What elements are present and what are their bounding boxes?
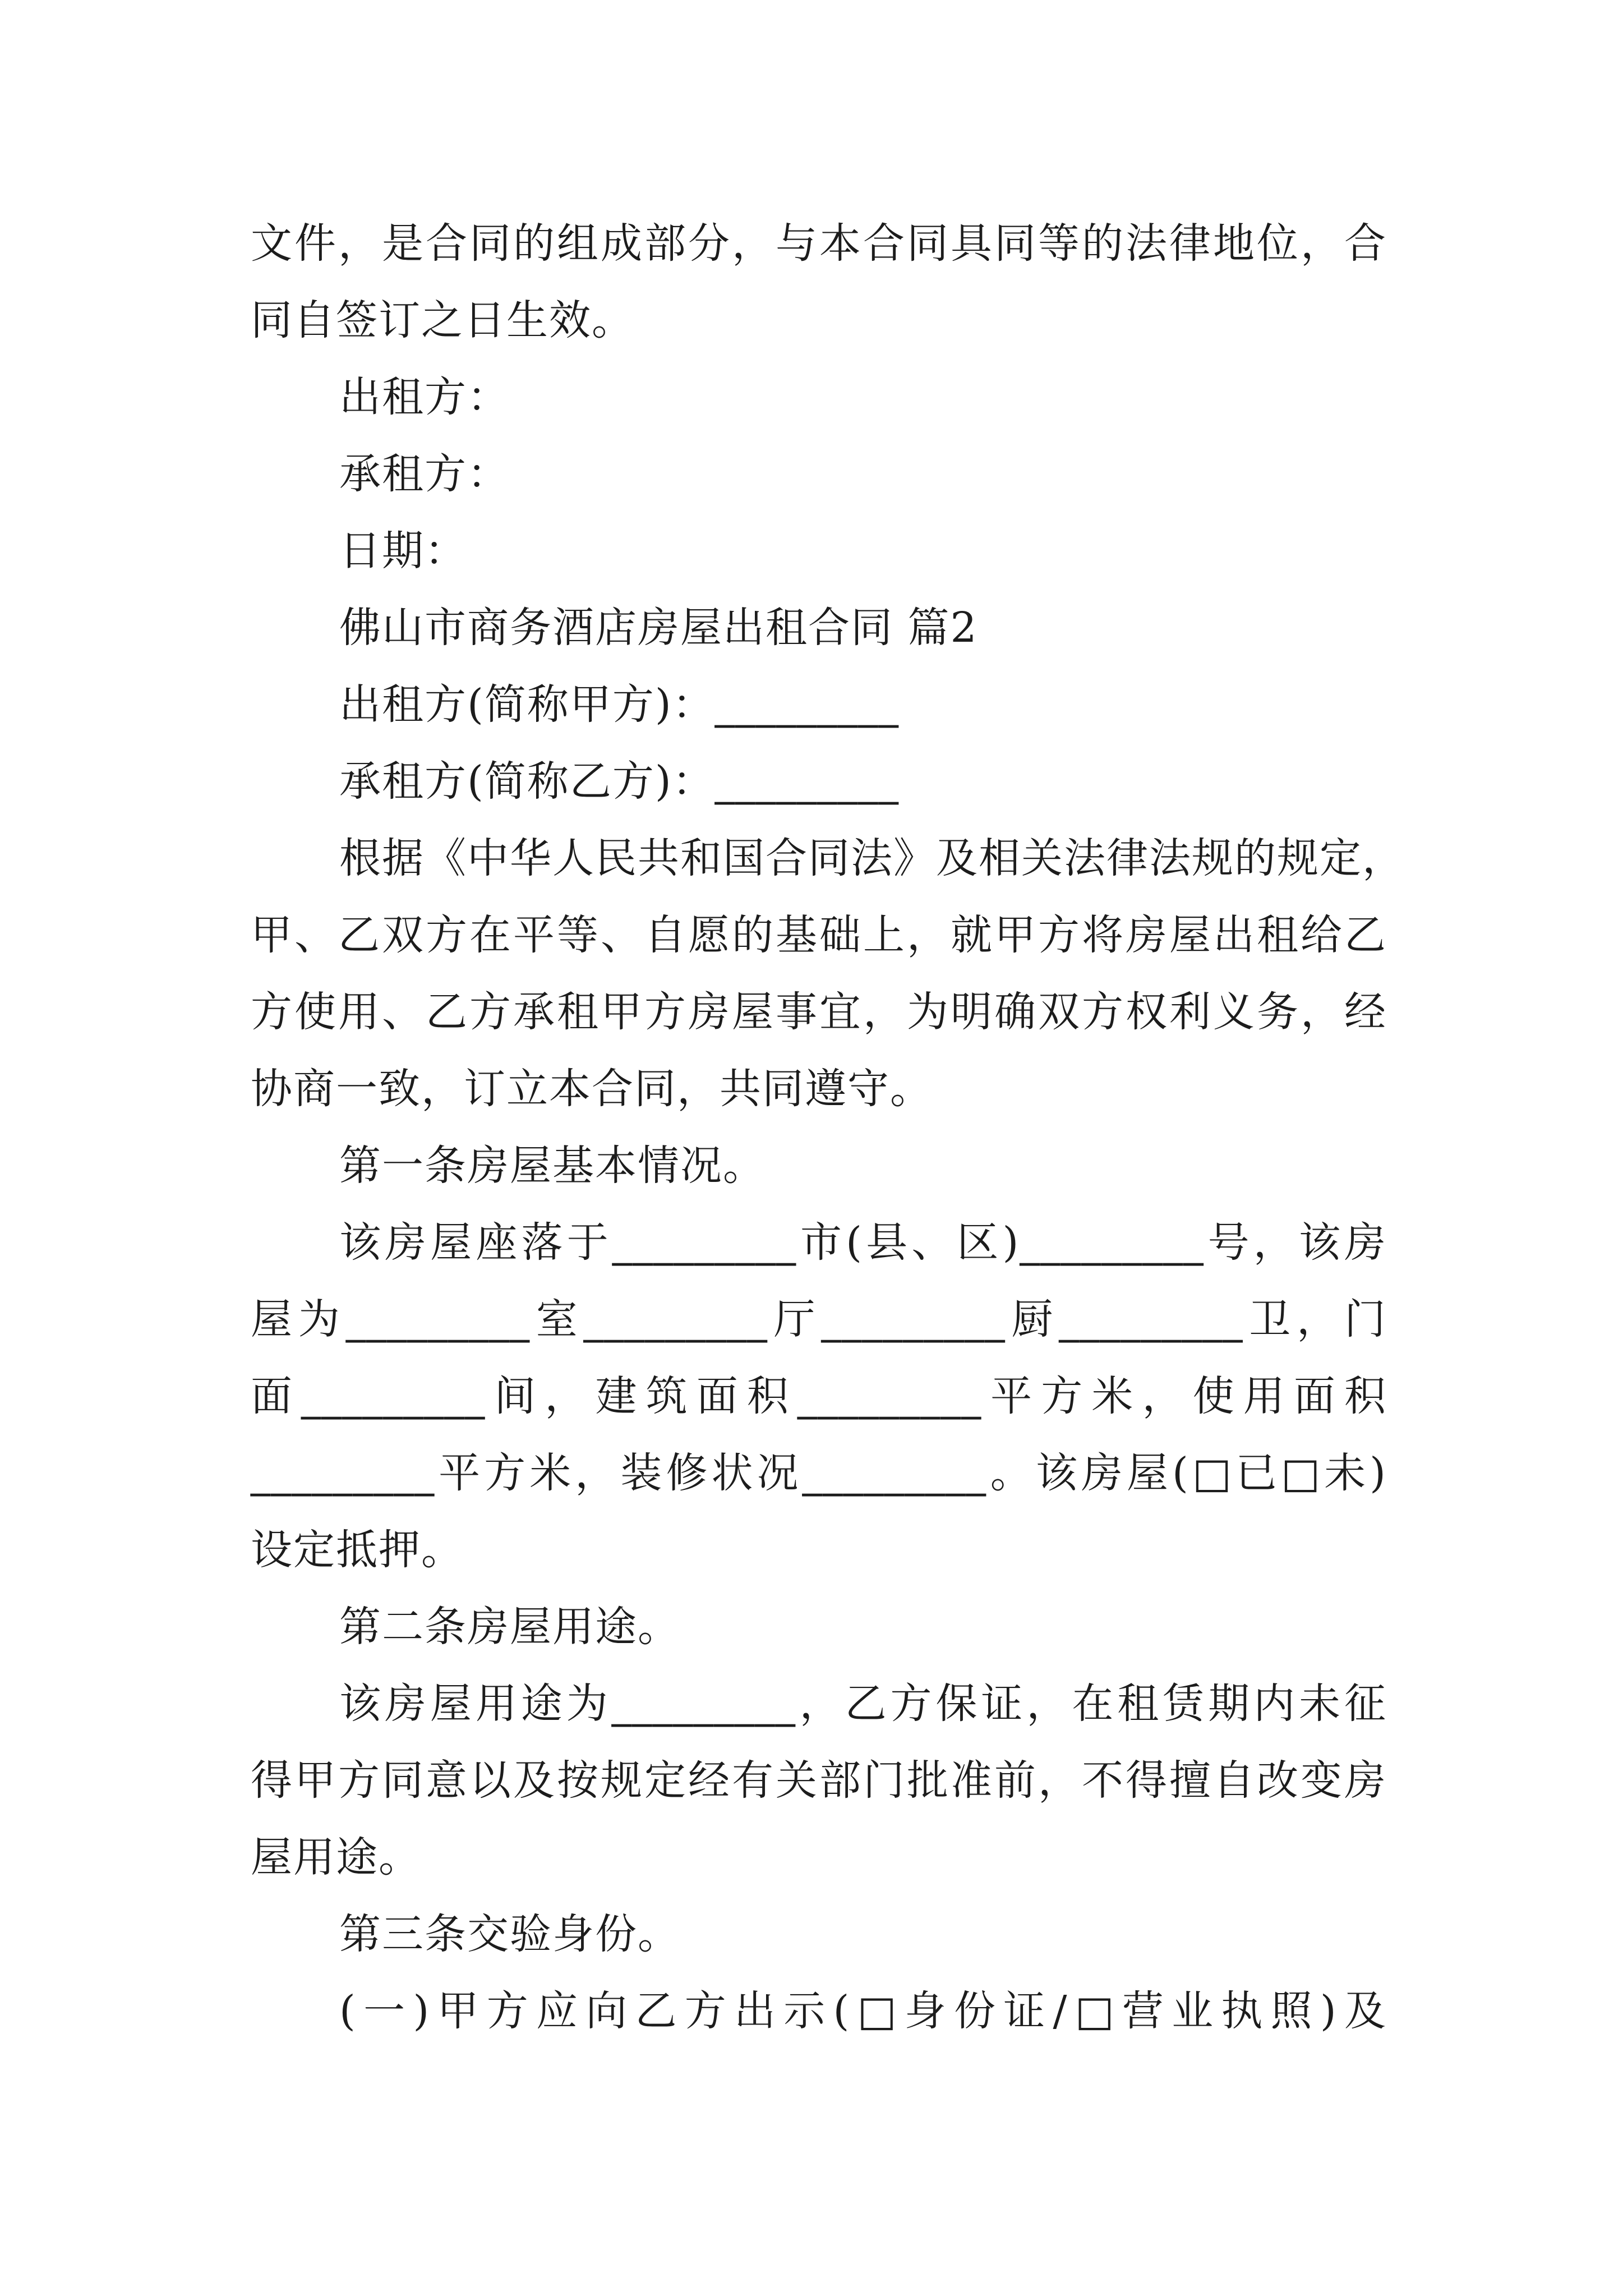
text-line [251,1204,1387,1281]
text-line [251,1281,1387,1358]
line-text: 间，建筑面积 [486,1372,797,1420]
line-text: (一)甲方应向乙方出示(□身份证/□营业执照)及 [339,1987,1387,2035]
text-line [251,1051,1387,1128]
fill-in-blank: _________ [301,1374,486,1420]
line-text: 屋为 [251,1295,346,1343]
text-line [251,1665,1387,1742]
line-text: 设定抵押。 [251,1526,464,1574]
line-text: 。该房屋(□已□未) [987,1449,1387,1497]
text-line [251,1742,1387,1819]
section-heading [251,590,1387,666]
text-line [251,1819,1387,1896]
line-text: 室 [531,1295,584,1343]
document-body [251,205,1405,2050]
line-text: 出租方： [339,373,510,421]
line-text: 该房屋座落于 [339,1218,612,1267]
signature-lessee-line [251,436,1387,513]
text-line [251,205,1387,282]
article-heading [251,1896,1387,1973]
line-text: 面 [251,1372,302,1420]
text-line [251,1358,1387,1435]
line-text: 同自签订之日生效。 [251,296,634,344]
fill-in-blank: _________ [611,1681,796,1727]
line-text: 第二条房屋用途。 [339,1603,680,1651]
line-text: 号，该房 [1205,1218,1387,1267]
line-text: 文件，是合同的组成部分，与本合同具同等的法律地位，合 [251,219,1387,268]
line-text: 佛山市商务酒店房屋出租合同 篇2 [339,604,978,652]
line-text: 得甲方同意以及按规定经有关部门批准前，不得擅自改变房 [251,1756,1387,1805]
line-text: 市(县、区) [797,1218,1020,1267]
line-text: 承租方(简称乙方)： [339,757,715,806]
article-heading [251,1128,1387,1204]
text-line [251,974,1387,1051]
fill-in-blank: _________ [1020,1220,1204,1266]
fill-in-blank: _________ [345,1297,531,1343]
fill-in-blank: _________ [1059,1297,1243,1343]
text-line [251,1512,1387,1589]
line-text: 屋用途。 [251,1833,421,1881]
article-heading [251,1589,1387,1665]
fill-in-blank: _________ [797,1374,982,1420]
line-text: 第一条房屋基本情况。 [339,1142,766,1190]
fill-in-blank: _________ [612,1220,797,1266]
line-text: 该房屋用途为 [339,1680,612,1728]
fill-in-blank: _________ [802,1451,987,1497]
signature-lessor-line [251,359,1387,436]
text-line [251,282,1387,359]
fill-in-blank: _________ [251,1451,435,1497]
line-text: 甲、乙双方在平等、自愿的基础上，就甲方将房屋出租给乙 [251,911,1387,959]
fill-in-blank: _________ [821,1297,1006,1343]
fill-in-blank: _________ [714,682,900,728]
line-text: 第三条交验身份。 [339,1910,680,1958]
text-line [251,820,1405,897]
line-text: ，乙方保证，在租赁期内未征 [796,1680,1387,1728]
fill-in-blank: _________ [583,1297,768,1343]
line-text: 平方米，装修状况 [436,1449,803,1497]
line-text: 方使用、乙方承租甲方房屋事宜，为明确双方权利义务，经 [251,988,1387,1036]
signature-date-line [251,513,1387,590]
line-text: 卫，门 [1244,1295,1387,1343]
party-a-line [251,666,1387,743]
text-line [251,1435,1387,1512]
line-text: 平方米，使用面积 [983,1372,1387,1420]
line-text: 根据《中华人民共和国合同法》及相关法律法规的规定， [339,834,1405,882]
line-text: 协商一致，订立本合同，共同遵守。 [251,1065,933,1113]
line-text: 厅 [768,1295,822,1343]
fill-in-blank: _________ [714,759,900,805]
line-text: 出租方(简称甲方)： [339,680,715,729]
line-text: 厨 [1006,1295,1059,1343]
party-b-line [251,743,1387,820]
text-line [251,897,1387,974]
text-line [251,1973,1387,2050]
line-text: 承租方： [339,450,510,498]
line-text: 日期： [339,527,467,575]
